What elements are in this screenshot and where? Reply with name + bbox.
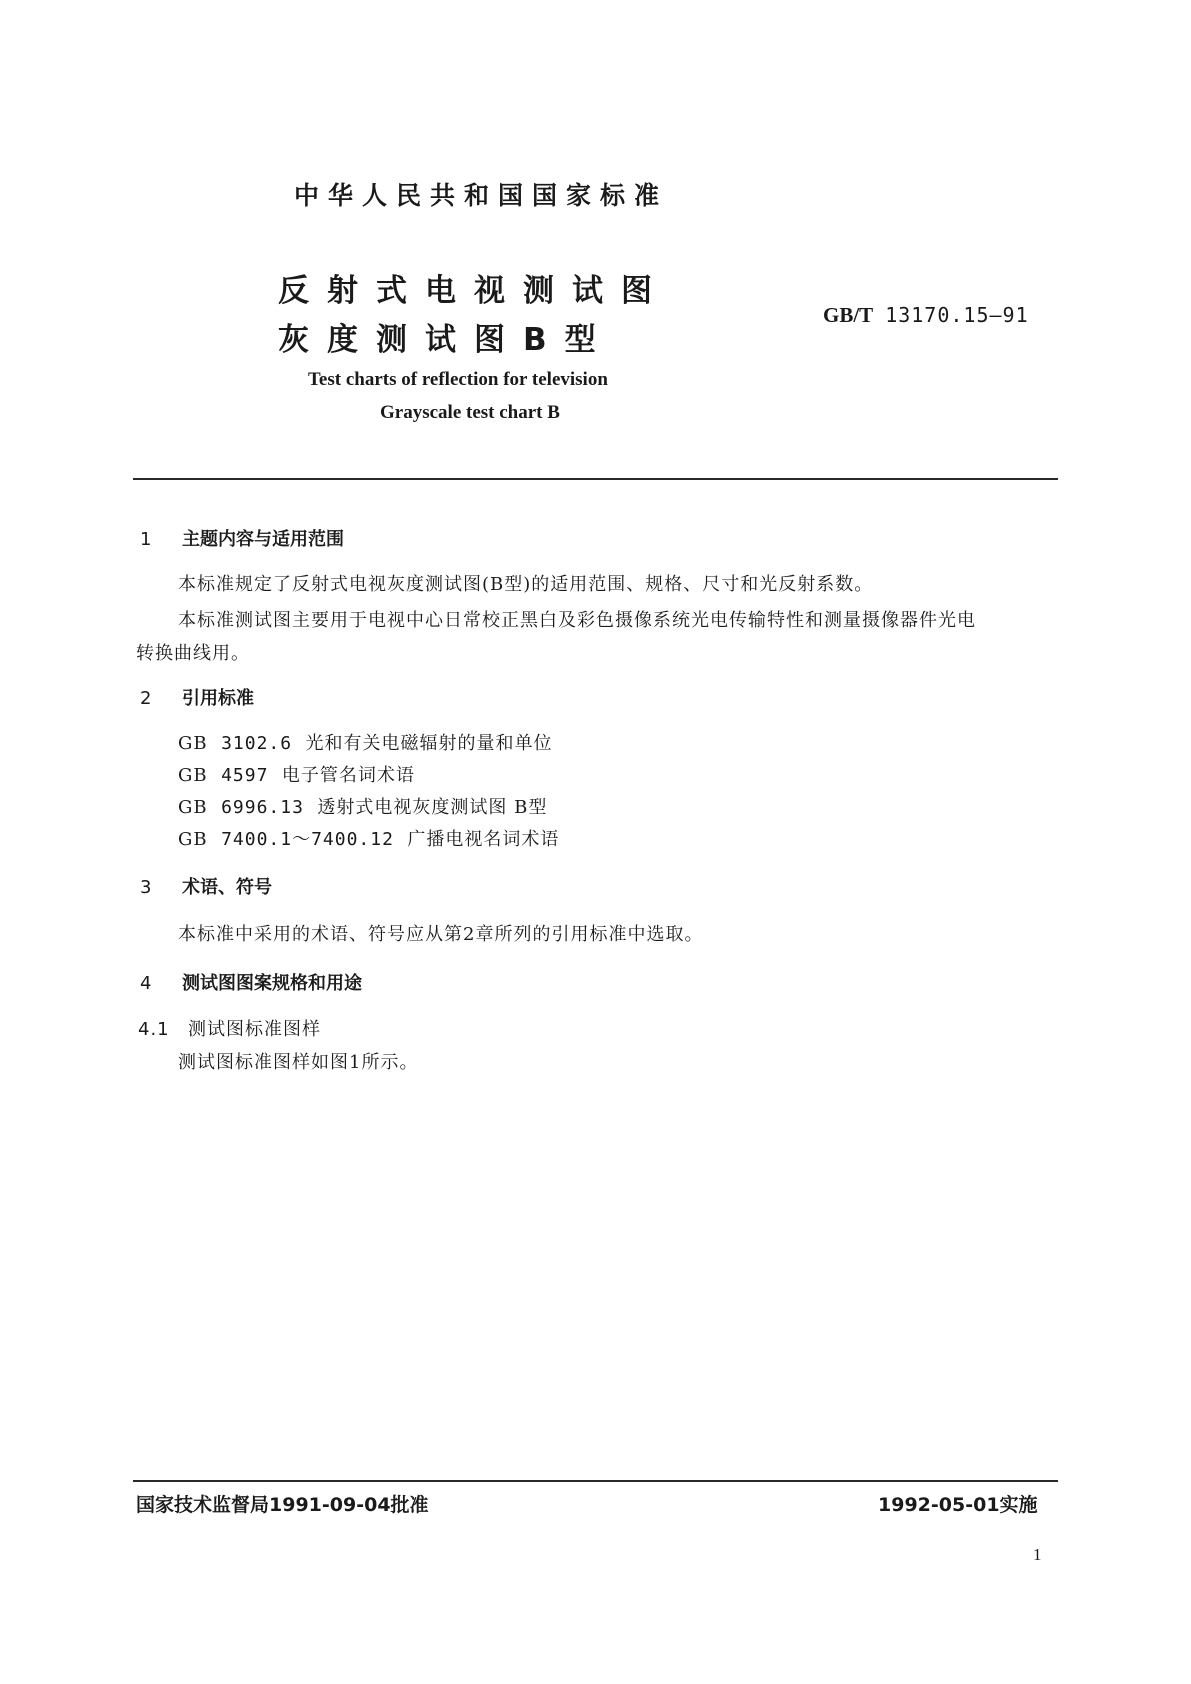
reference-item [178,793,547,819]
footer-divider [133,1480,1058,1482]
english-title-line-1: Test charts of reflection for television [308,369,608,390]
standard-code-prefix: GB/T [823,303,874,327]
section-1-paragraph-2-line-1: 本标准测试图主要用于电视中心日常校正黑白及彩色摄像系统光电传输特性和测量摄像器件光电 [178,610,976,631]
section-1-number: 1 [140,529,152,550]
reference-name: 广播电视名词术语 [407,829,560,850]
section-1-heading [140,525,344,551]
section-1-title: 主题内容与适用范围 [182,529,344,550]
section-2-heading [140,684,254,710]
implementation-line: 1992-05-01实施 [878,1494,1038,1516]
subsection-4-1-paragraph: 测试图标准图样如图1所示。 [178,1052,419,1073]
reference-prefix: GB [178,829,208,850]
reference-name: 电子管名词术语 [281,765,415,786]
section-3-title: 术语、符号 [182,877,272,898]
section-3-paragraph: 本标准中采用的术语、符号应从第2章所列的引用标准中选取。 [178,924,704,945]
section-1-paragraph-1: 本标准规定了反射式电视灰度测试图(B型)的适用范围、规格、尺寸和光反射系数。 [178,574,874,595]
header-divider [133,478,1058,480]
english-title-line-2: Grayscale test chart B [380,402,560,423]
reference-item [178,729,553,755]
section-1-paragraph-2-line-2: 转换曲线用。 [136,643,250,664]
reference-prefix: GB [178,733,208,754]
national-standard-heading: 中华人民共和国国家标准 [294,181,669,210]
reference-item [178,825,559,851]
standard-code-number: 13170.15—91 [885,303,1029,327]
section-4-heading [140,969,362,995]
subsection-4-1-title: 测试图标准图样 [188,1019,321,1040]
section-4-number: 4 [140,973,152,994]
reference-code: 4597 [221,765,269,786]
section-3-number: 3 [140,877,152,898]
section-3-heading [140,873,272,899]
subsection-4-1-heading [138,1015,321,1041]
reference-name: 光和有关电磁辐射的量和单位 [305,733,553,754]
reference-name: 透射式电视灰度测试图 B型 [317,797,548,818]
reference-prefix: GB [178,797,208,818]
subsection-4-1-number: 4.1 [138,1019,170,1040]
section-4-title: 测试图图案规格和用途 [182,973,362,994]
standard-code [823,303,1029,328]
title-line-1: 反射式电视测试图 [278,273,670,309]
section-2-title: 引用标准 [182,688,254,709]
reference-prefix: GB [178,765,208,786]
page-number: 1 [1033,1545,1042,1564]
approval-line: 国家技术监督局1991-09-04批准 [136,1494,429,1516]
reference-code: 7400.1～7400.12 [221,829,394,850]
reference-item [178,761,415,787]
reference-code: 3102.6 [221,733,293,754]
section-2-number: 2 [140,688,152,709]
title-line-2: 灰度测试图B型 [278,322,614,358]
reference-code: 6996.13 [221,797,304,818]
